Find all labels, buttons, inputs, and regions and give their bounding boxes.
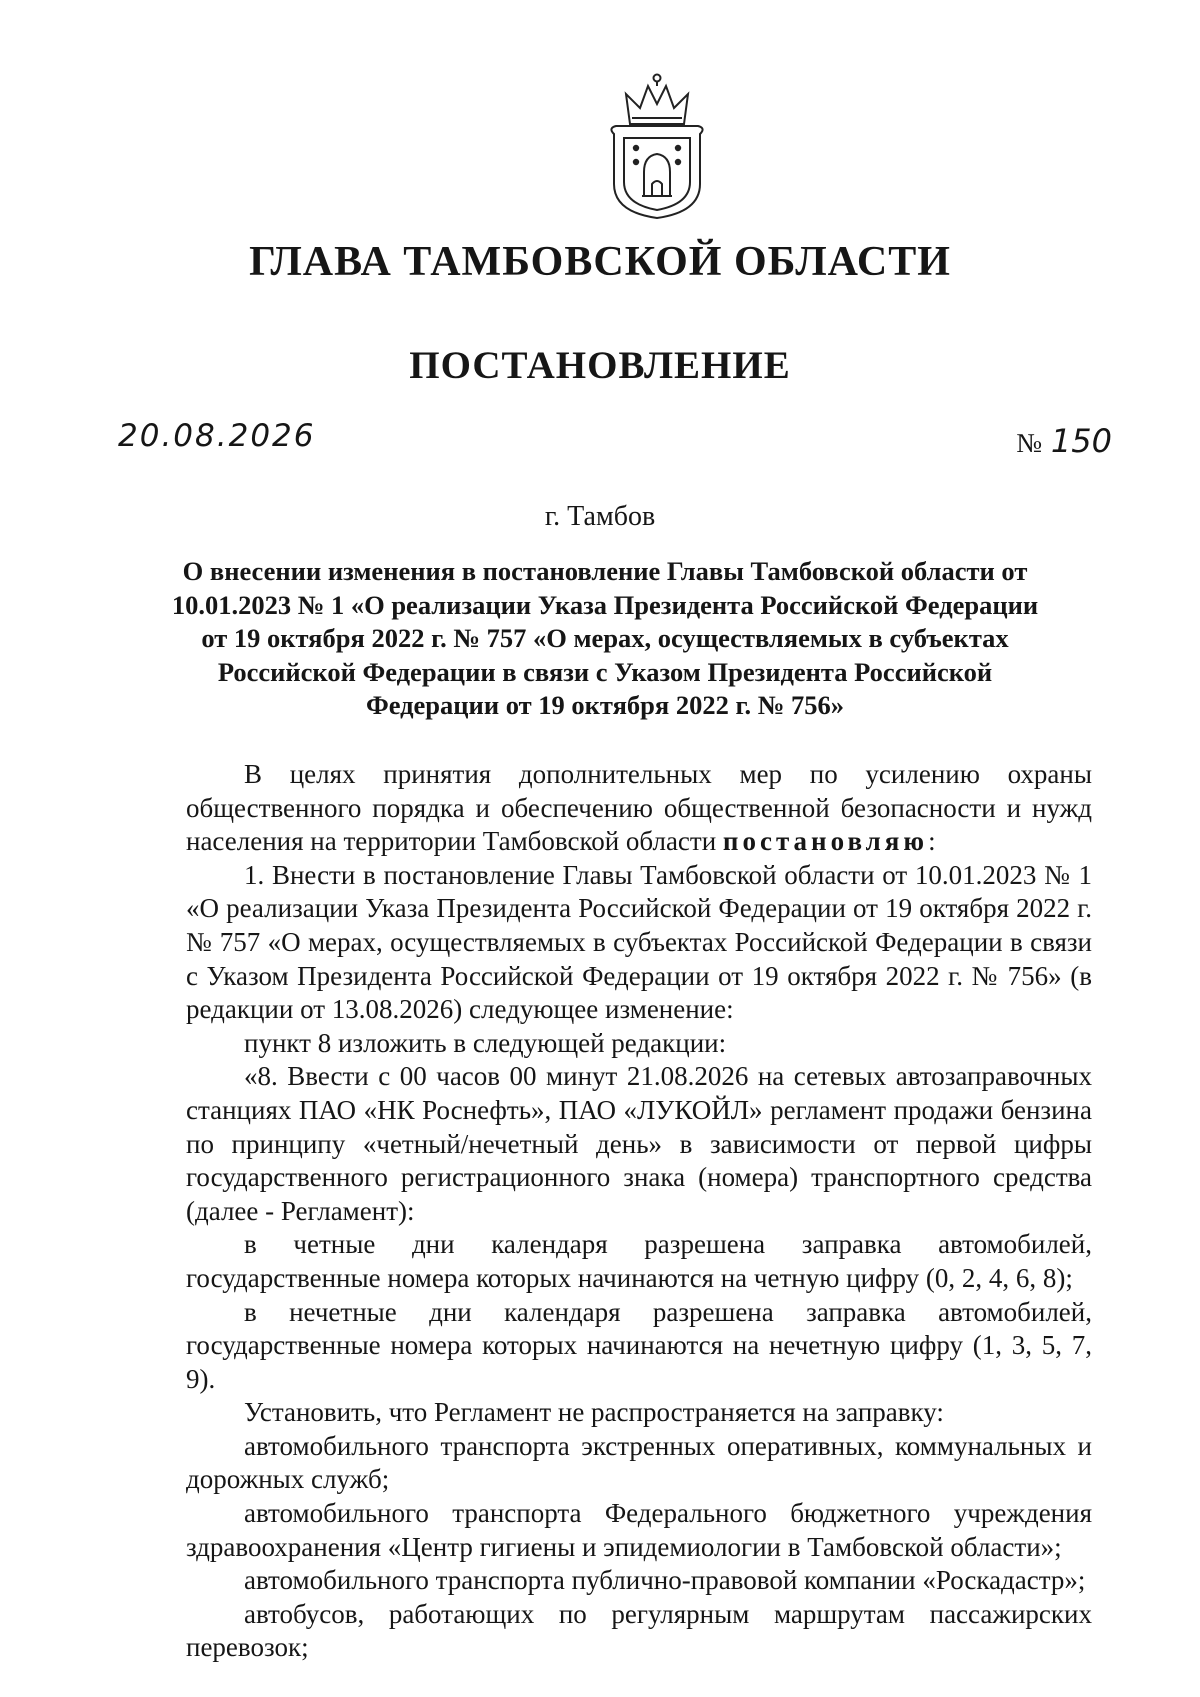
paragraph: пункт 8 изложить в следующей редакции: bbox=[244, 1027, 727, 1058]
paragraph: автомобильного транспорта экстренных оперативных, коммунальных и дорожных служб; bbox=[186, 1430, 1092, 1495]
document-body bbox=[186, 758, 1092, 1665]
document-heading: О внесении изменения в постановление Главы Тамбовской области от 10.01.2023 № 1 «О реализации Указа Президента Российской Федерации от 19 октября 2022 г. № 757 «О мерах, осуществляемых в субъектах Российской Федерации в связи с Указом Президента Российской Федерации от 19 октября 2022 г. № 756» bbox=[171, 556, 1039, 720]
resolve-word: постановляю bbox=[722, 826, 929, 857]
paragraph: автобусов, работающих по регулярным маршрутам пассажирских перевозок; bbox=[186, 1598, 1092, 1663]
document-date: 20.08.2026 bbox=[118, 418, 316, 454]
number-value: 150 bbox=[1050, 422, 1112, 460]
resolve-colon: : bbox=[928, 826, 936, 857]
city: г. Тамбов bbox=[544, 501, 656, 532]
document-number bbox=[1016, 422, 1112, 460]
coat-of-arms-emblem bbox=[602, 72, 712, 222]
paragraph: автомобильного транспорта публично-правовой компании «Роскадастр»; bbox=[244, 1565, 1086, 1596]
organization-title: ГЛАВА ТАМБОВСКОЙ ОБЛАСТИ bbox=[249, 239, 951, 285]
paragraph: в четные дни календаря разрешена заправка автомобилей, государственные номера которых начинаются на четную цифру (0, 2, 4, 6, 8); bbox=[186, 1229, 1092, 1293]
paragraph: автомобильного транспорта Федерального бюджетного учреждения здравоохранения «Центр гигиены и эпидемиологии в Тамбовской области»; bbox=[186, 1498, 1092, 1562]
paragraph: Установить, что Регламент не распространяется на заправку: bbox=[244, 1397, 944, 1428]
intro-paragraph bbox=[186, 758, 1092, 859]
paragraph: «8. Ввести с 00 часов 00 минут 21.08.2026 на сетевых автозаправочных станциях ПАО «НК Роснефть», ПАО «ЛУКОЙЛ» регламент продажи бензина по принципу «четный/нечетный день» в зависимости от первой цифры государственного регистрационного знака (номера) транспортного средства (далее - Регламент): bbox=[186, 1061, 1092, 1226]
intro-text: В целях принятия дополнительных мер по усилению охраны общественного порядка и обеспечению общественной безопасности и нужд населения на территории Тамбовской области bbox=[186, 759, 1092, 857]
paragraph: в нечетные дни календаря разрешена заправка автомобилей, государственные номера которых начинаются на нечетную цифру (1, 3, 5, 7, 9). bbox=[186, 1296, 1092, 1394]
number-sign: № bbox=[1016, 428, 1043, 458]
document-type-title: ПОСТАНОВЛЕНИЕ bbox=[409, 344, 791, 387]
paragraph: 1. Внести в постановление Главы Тамбовской области от 10.01.2023 № 1 «О реализации Указа Президента Российской Федерации от 19 октября 2022 г. № 757 «О мерах, осуществляемых в субъектах Российской Федерации в связи с Указом Президента Российской Федерации от 19 октября 2022 г. № 756» (в редакции от 13.08.2026) следующее изменение: bbox=[186, 859, 1092, 1025]
